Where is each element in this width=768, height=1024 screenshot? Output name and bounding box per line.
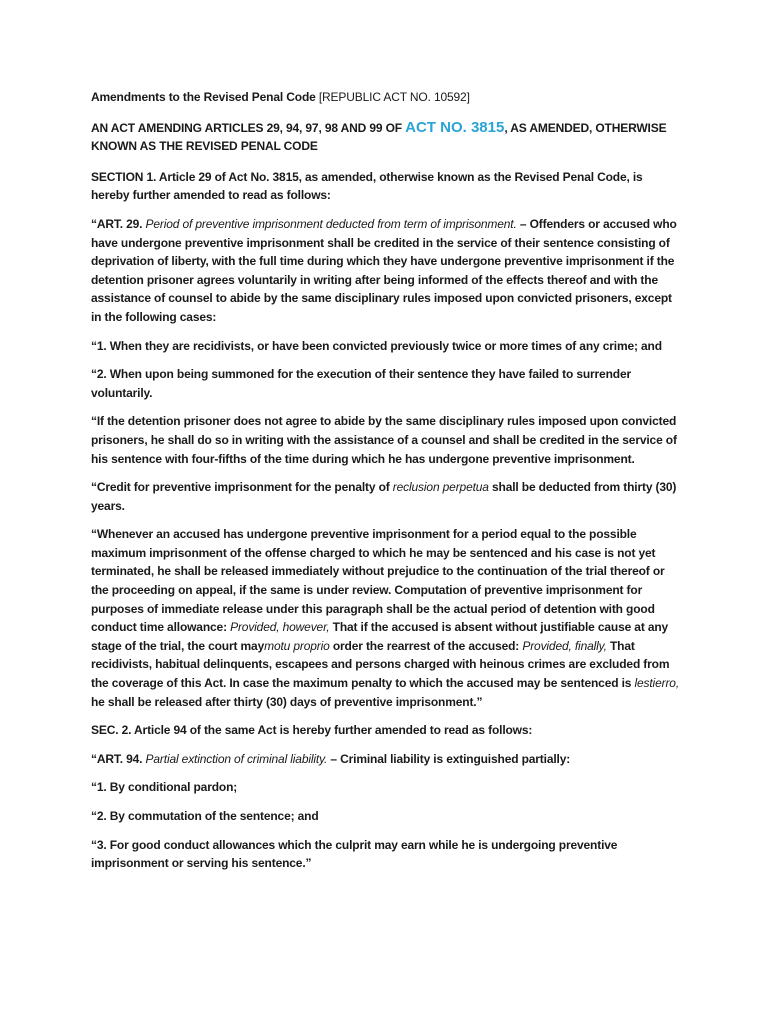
act-heading bbox=[91, 119, 683, 156]
item-1: “1. By conditional pardon; bbox=[91, 780, 238, 795]
art-94-head: “ART. 94. bbox=[91, 751, 146, 766]
title-bold: Amendments to the Revised Penal Code bbox=[91, 90, 316, 104]
whenever-part-2: That if the accused is absent without justifiable cause at any stage of the trial, the court may bbox=[91, 620, 669, 653]
whenever-paragraph bbox=[91, 525, 683, 711]
whenever-finally: Provided, finally, bbox=[522, 638, 607, 653]
whenever-provided: Provided, however, bbox=[230, 620, 330, 635]
whenever-part-1: “Whenever an accused has undergone preventive imprisonment for a period equal to the possible maximum imprisonment of the offense charged to which he may be sentenced and his case is not yet terminated, he shall be released immediately without prejudice to the continuation of the trial thereof or the proceeding on appeal, if the same is under review. Computation of preventive imprisonment for purposes of immediate release under this paragraph shall be the actual period of detention with good conduct time allowance: bbox=[91, 527, 665, 635]
credit-post: shall be deducted from thirty (30) years. bbox=[91, 480, 677, 513]
whenever-part-4: That recidivists, habitual delinquents, escapees and persons charged with heinous crimes are excluded from the coverage of this Act. In case the maximum penalty to which the accused may be sentenced is bbox=[91, 638, 670, 691]
whenever-motu-proprio: motu proprio bbox=[264, 638, 330, 653]
whenever-part-5: he shall be released after thirty (30) days of preventive imprisonment.” bbox=[91, 694, 483, 709]
whenever-lestierro: lestierro, bbox=[634, 676, 679, 691]
section-2: SEC. 2. Article 94 of the same Act is hereby further amended to read as follows: bbox=[91, 723, 533, 738]
art-94-text: – Criminal liability is extinguished partially: bbox=[327, 751, 571, 766]
item-2: “2. By commutation of the sentence; and bbox=[91, 809, 319, 823]
item-3: “3. For good conduct allowances which the culprit may earn while he is undergoing preventive imprisonment or serving his sentence.” bbox=[91, 837, 618, 871]
credit-italic: reclusion perpetua bbox=[392, 480, 489, 495]
detention-paragraph: “If the detention prisoner does not agree to abide by the same disciplinary rules imposed upon convicted prisoners, he shall do so in writing with the assistance of a counsel and shall be credited in the service of his sentence with four-fifths of the time during which he has undergone preventive imprisonment. bbox=[91, 414, 677, 466]
document-title bbox=[91, 88, 683, 107]
art-29-paragraph bbox=[91, 215, 683, 327]
credit-paragraph bbox=[91, 478, 683, 515]
document-page bbox=[91, 88, 683, 883]
art-94-paragraph bbox=[91, 750, 683, 769]
art-29-head: “ART. 29. bbox=[91, 216, 146, 231]
art-29-title: Period of preventive imprisonment deducted from term of imprisonment. bbox=[145, 216, 517, 231]
case-1: “1. When they are recidivists, or have been convicted previously twice or more times of any crime; and bbox=[91, 338, 662, 353]
act-suffix: , AS AMENDED, OTHERWISE KNOWN AS THE REVISED PENAL CODE bbox=[91, 120, 667, 154]
case-2: “2. When upon being summoned for the execution of their sentence they have failed to surrender voluntarily. bbox=[91, 367, 631, 400]
credit-pre: “Credit for preventive imprisonment for the penalty of bbox=[91, 480, 393, 495]
act-prefix: AN ACT AMENDING ARTICLES 29, 94, 97, 98 AND 99 OF bbox=[91, 120, 406, 135]
act-3815-link[interactable]: ACT NO. 3815 bbox=[405, 118, 505, 136]
art-94-title: Partial extinction of criminal liability. bbox=[145, 751, 328, 766]
title-rest: [REPUBLIC ACT NO. 10592] bbox=[315, 90, 470, 104]
section-1: SECTION 1. Article 29 of Act No. 3815, as amended, otherwise known as the Revised Penal Code, is hereby further amended to read as follows: bbox=[91, 169, 643, 203]
art-29-text: – Offenders or accused who have undergone preventive imprisonment shall be credited in the service of their sentence consisting of deprivation of liberty, with the full time during which they have undergone preventive imprisonment if the detention prisoner agrees voluntarily in writing after being informed of the effects thereof and with the assistance of counsel to abide by the same disciplinary rules imposed upon convicted prisoners, except in the following cases: bbox=[91, 216, 677, 324]
whenever-part-3: order the rearrest of the accused: bbox=[329, 638, 523, 653]
